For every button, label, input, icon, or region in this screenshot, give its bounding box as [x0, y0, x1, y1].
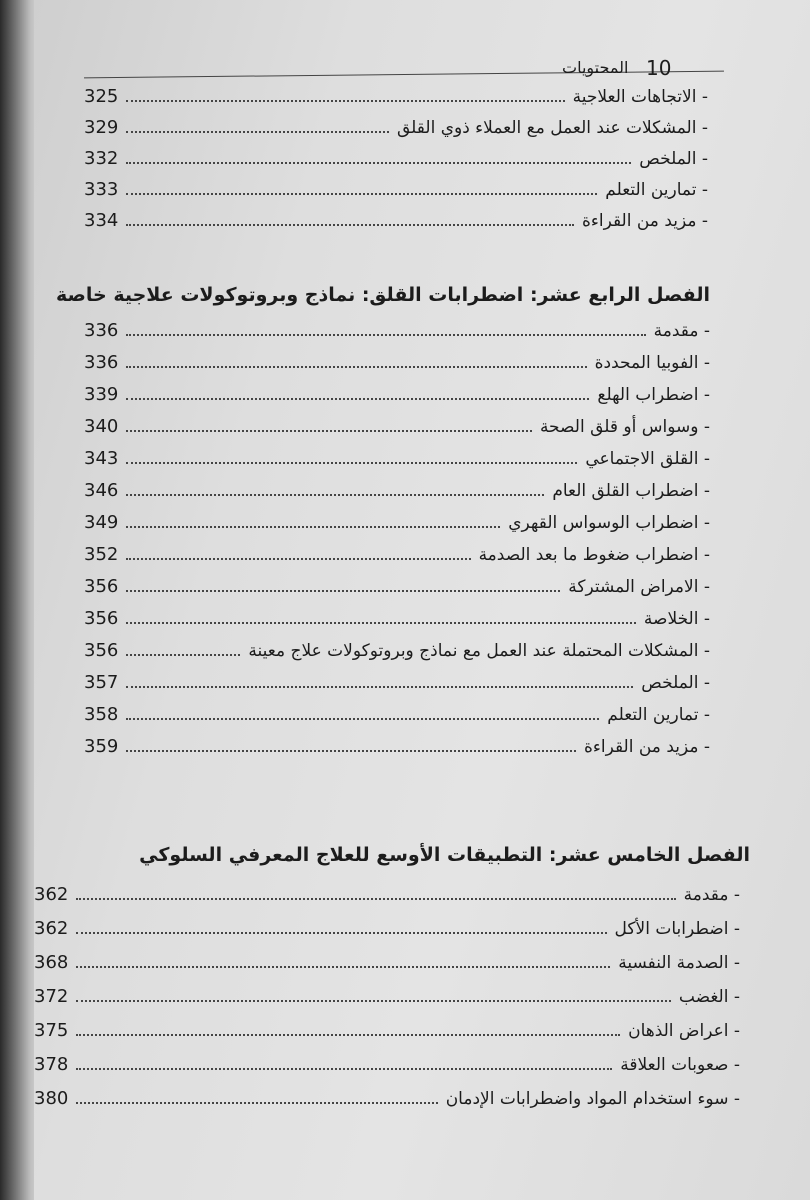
toc-entry-label: - الغضب — [678, 987, 740, 1007]
toc-entry-page: 325 — [84, 86, 119, 107]
toc-entry-label: - اضطراب الوسواس القهري — [508, 513, 710, 533]
toc-entry-page: 340 — [84, 416, 119, 437]
toc-entry-page: 334 — [84, 210, 119, 231]
leader-dots — [126, 193, 597, 195]
toc-entry-page: 380 — [34, 1088, 69, 1109]
toc-entry — [84, 146, 708, 170]
toc-entry-label: - تمارين التعلم — [607, 705, 710, 725]
toc-entry-label: - الامراض المشتركة — [568, 577, 710, 597]
toc-entry — [84, 734, 710, 758]
toc-entry-label: - اضطرابات الأكل — [614, 919, 740, 939]
toc-entry — [34, 1086, 740, 1110]
leader-dots — [126, 654, 240, 656]
toc-entry — [84, 510, 710, 534]
leader-dots — [126, 558, 470, 560]
toc-entry-page: 329 — [84, 117, 119, 138]
toc-entry — [84, 318, 710, 342]
toc-entry-page: 359 — [84, 736, 119, 757]
toc-entry — [34, 984, 740, 1008]
toc-entry-page: 375 — [34, 1020, 69, 1041]
leader-dots — [76, 1034, 620, 1036]
leader-dots — [126, 590, 560, 592]
leader-dots — [76, 898, 675, 900]
toc-entry-page: 336 — [84, 352, 119, 373]
leader-dots — [126, 100, 564, 102]
toc-entry — [84, 638, 710, 662]
toc-entry — [84, 574, 710, 598]
leader-dots — [126, 366, 586, 368]
book-page — [34, 0, 810, 1200]
toc-entry — [84, 478, 710, 502]
toc-entry-label: - الصدمة النفسية — [618, 953, 740, 973]
toc-entry-label: - المشكلات عند العمل مع العملاء ذوي القلق — [396, 118, 708, 138]
toc-entry — [84, 208, 708, 232]
toc-entry-label: - مقدمة — [653, 321, 710, 341]
toc-entry-label: - صعوبات العلاقة — [620, 1055, 740, 1075]
toc-entry-label: - اضطراب القلق العام — [552, 481, 710, 501]
toc-entry-label: - القلق الاجتماعي — [585, 449, 710, 469]
leader-dots — [126, 334, 645, 336]
toc-entry-label: - الملخص — [639, 149, 708, 169]
toc-entry-page: 336 — [84, 320, 119, 341]
leader-dots — [126, 398, 589, 400]
toc-entry-page: 349 — [84, 512, 119, 533]
toc-entry-label: - الاتجاهات العلاجية — [572, 87, 708, 107]
toc-entry — [84, 177, 708, 201]
toc-entry-page: 372 — [34, 986, 69, 1007]
toc-entry — [34, 1052, 740, 1076]
toc-entry-page: 333 — [84, 179, 119, 200]
toc-entry — [84, 446, 710, 470]
leader-dots — [126, 622, 636, 624]
toc-entry-label: - مزيد من القراءة — [583, 737, 710, 757]
toc-entry-page: 362 — [34, 884, 69, 905]
toc-entry-label: - مقدمة — [683, 885, 740, 905]
toc-entry-page: 332 — [84, 148, 119, 169]
leader-dots — [126, 494, 544, 496]
toc-entry — [84, 606, 710, 630]
toc-entry-page: 356 — [84, 608, 119, 629]
leader-dots — [126, 750, 576, 752]
leader-dots — [126, 718, 599, 720]
toc-entry — [34, 1018, 740, 1042]
toc-entry — [34, 950, 740, 974]
leader-dots — [76, 1000, 671, 1002]
leader-dots — [126, 526, 500, 528]
toc-entry-label: - اضطراب الهلع — [597, 385, 710, 405]
toc-entry — [34, 882, 740, 906]
toc-entry-label: - وسواس أو قلق الصحة — [539, 417, 710, 437]
toc-entry — [84, 702, 710, 726]
toc-entry-page: 346 — [84, 480, 119, 501]
leader-dots — [76, 1068, 612, 1070]
toc-entry-page: 378 — [34, 1054, 69, 1075]
toc-entry-page: 357 — [84, 672, 119, 693]
toc-entry — [84, 382, 710, 406]
running-title: المحتويات — [562, 58, 629, 77]
chapter-14-title: الفصل الرابع عشر: اضطرابات القلق: نماذج وبروتوكولات علاجية خاصة — [56, 284, 710, 306]
leader-dots — [126, 430, 532, 432]
toc-entry-label: - تمارين التعلم — [605, 180, 708, 200]
toc-entry — [84, 670, 710, 694]
toc-entry-page: 343 — [84, 448, 119, 469]
toc-entry-label: - سوء استخدام المواد واضطرابات الإدمان — [445, 1089, 740, 1109]
toc-entry-page: 362 — [34, 918, 69, 939]
toc-entry-page: 368 — [34, 952, 69, 973]
leader-dots — [126, 131, 389, 133]
leader-dots — [76, 932, 606, 934]
leader-dots — [126, 162, 631, 164]
toc-entry-page: 339 — [84, 384, 119, 405]
leader-dots — [76, 966, 610, 968]
toc-entry — [84, 115, 708, 139]
toc-entry — [34, 916, 740, 940]
toc-entry — [84, 84, 708, 108]
toc-entry-label: - المشكلات المحتملة عند العمل مع نماذج وبروتوكولات علاج معينة — [248, 641, 710, 661]
leader-dots — [126, 462, 577, 464]
page-number: 10 — [646, 56, 672, 80]
toc-entry — [84, 414, 710, 438]
toc-entry — [84, 350, 710, 374]
toc-entry-label: - الخلاصة — [643, 609, 710, 629]
chapter-15-title: الفصل الخامس عشر: التطبيقات الأوسع للعلاج المعرفي السلوكي — [139, 844, 750, 866]
toc-entry-page: 356 — [84, 640, 119, 661]
leader-dots — [76, 1102, 437, 1104]
toc-entry-label: - الفوبيا المحددة — [594, 353, 710, 373]
leader-dots — [126, 224, 574, 226]
toc-entry-label: - اضطراب ضغوط ما بعد الصدمة — [478, 545, 710, 565]
toc-entry-label: - اعراض الذهان — [628, 1021, 740, 1041]
toc-entry — [84, 542, 710, 566]
toc-entry-page: 356 — [84, 576, 119, 597]
toc-entry-page: 352 — [84, 544, 119, 565]
toc-entry-label: - الملخص — [641, 673, 710, 693]
toc-entry-label: - مزيد من القراءة — [581, 211, 708, 231]
toc-entry-page: 358 — [84, 704, 119, 725]
leader-dots — [126, 686, 633, 688]
